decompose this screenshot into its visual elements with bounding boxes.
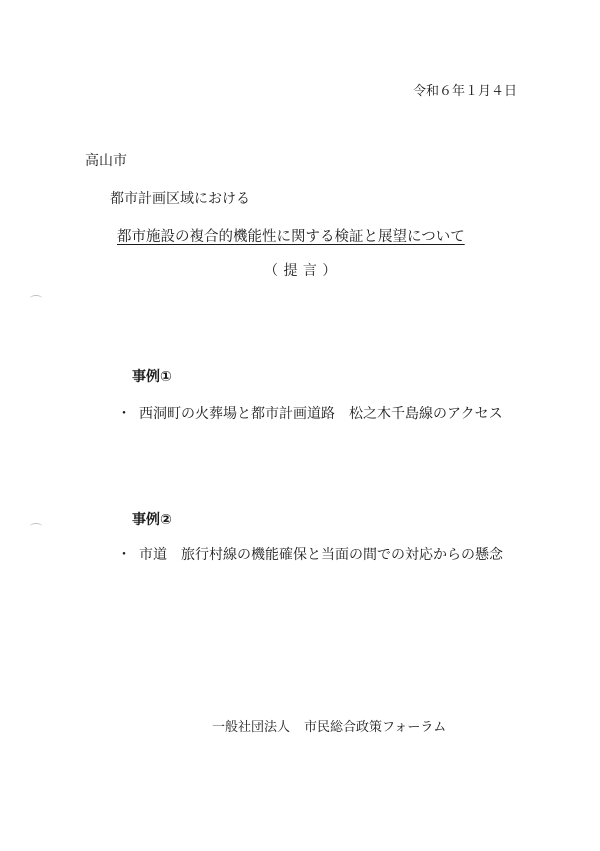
organization-type: 一般社団法人	[212, 720, 291, 735]
case-2-heading: 事例②	[132, 512, 172, 528]
punch-hole-mark	[30, 295, 42, 302]
case-2-item	[117, 544, 503, 564]
case-1-heading: 事例①	[132, 369, 172, 385]
recipient: 高山市	[85, 153, 127, 169]
main-title: 都市施設の複合的機能性に関する検証と展望について	[117, 229, 465, 245]
proposal-label: （ 提 言 ）	[264, 263, 337, 279]
document-date: 令和６年１月４日	[413, 84, 518, 99]
bullet-icon: ・	[117, 406, 131, 422]
case-1-item	[117, 403, 503, 423]
organization-name: 市民総合政策フォーラム	[304, 720, 447, 735]
case-1-text: 西洞町の火葬場と都市計画道路 松之木千島線のアクセス	[139, 406, 503, 422]
case-2-text: 市道 旅行村線の機能確保と当面の間での対応からの懸念	[139, 547, 503, 563]
organization	[212, 716, 446, 735]
punch-hole-mark	[30, 523, 42, 530]
bullet-icon: ・	[117, 547, 131, 563]
title-prefix: 都市計画区域における	[110, 191, 250, 207]
